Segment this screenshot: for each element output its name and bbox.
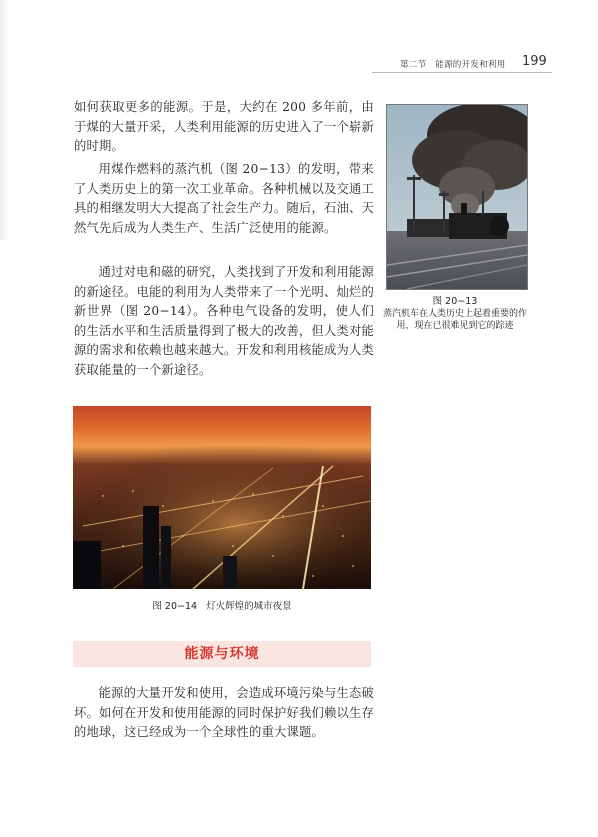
page-edge-shadow <box>0 0 10 240</box>
figure-20-14-caption <box>73 598 371 612</box>
paragraph-1: 如何获取更多的能源。于是，大约在 200 多年前，由于煤的大量开采，人类利用能源的历史进入了一个崭新的时期。 <box>74 100 374 153</box>
figure-20-14-text: 灯火辉煌的城市夜景 <box>206 601 292 612</box>
steam-locomotive-photo <box>386 104 528 290</box>
section-title: 能源与环境 <box>184 646 260 662</box>
figure-20-13-caption <box>380 296 530 332</box>
figure-20-13-number: 图 20−13 <box>432 296 478 307</box>
paragraph-2: 用煤作燃料的蒸汽机（图 20−13）的发明，带来了人类历史上的第一次工业革命。各种机械以及交通工具的相继发明大大提高了社会生产力。随后，石油、天然气先后成为人类生产、生活广泛使用的能源。 <box>74 162 374 235</box>
city-night-photo <box>73 406 371 589</box>
paragraph-3: 通过对电和磁的研究，人类找到了开发和利用能源的新途径。电能的利用为人类带来了一个光明、灿烂的新世界（图 20−14）。各种电气设备的发明，使人们的生活水平和生活质量得到了极大的改善，但人类对能源的需求和依赖也越来越大。开发和利用核能成为人类获取能量的一个新途径。 <box>74 265 374 377</box>
header-section-title: 第二节 能源的开发和利用 <box>400 60 506 70</box>
figure-20-13-text: 蒸汽机车在人类历史上起着重要的作用，现在已很难见到它的踪迹 <box>382 309 527 331</box>
section-heading-bar <box>73 641 371 667</box>
figure-20-14-number: 图 20−14 <box>152 601 198 612</box>
header-rule <box>372 72 552 73</box>
page-number: 199 <box>522 54 547 69</box>
paragraph-4: 能源的大量开发和使用，会造成环境污染与生态破坏。如何在开发和使用能源的同时保护好我们赖以生存的地球，这已经成为一个全球性的重大课题。 <box>74 686 374 739</box>
